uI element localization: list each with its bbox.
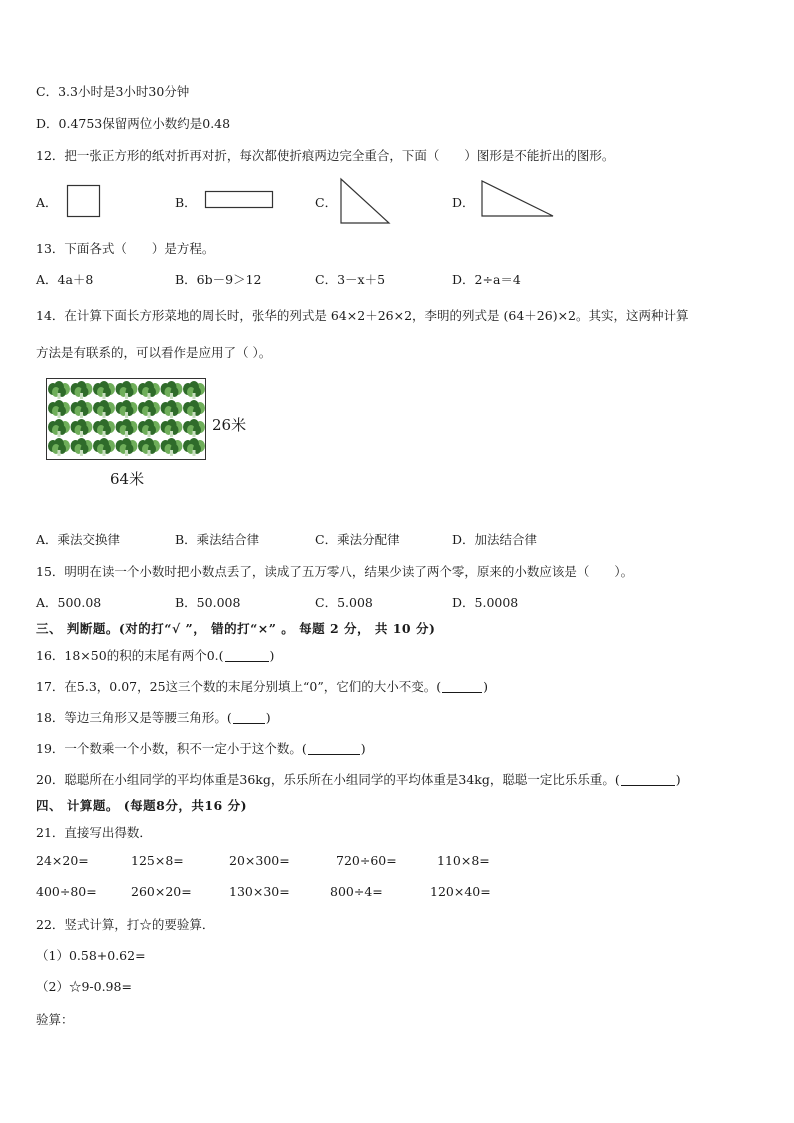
q14-stem-line1: 14．在计算下面长方形菜地的周长时，张华的列式是 64×2＋26×2，李明的列式是 (64＋26)×2。其实，这两种计算	[36, 308, 689, 323]
q11-option-c: C．3.3小时是3小时30分钟	[36, 84, 190, 99]
q15-option-a: A．500.08	[36, 595, 102, 610]
q14-option-a: A．乘法交换律	[36, 532, 121, 547]
q21-calc-item: 125×8=	[131, 853, 184, 868]
q21-calc-item: 24×20=	[36, 853, 89, 868]
section-4-heading: 四、 计算题。 (每题8分，共16 分)	[36, 798, 247, 813]
q17-line	[36, 677, 488, 695]
q16-text: 16．18×50的积的末尾有两个0.(	[36, 648, 224, 663]
q19-close: )	[360, 741, 366, 756]
q13-stem: 13．下面各式（ ）是方程。	[36, 241, 215, 256]
cabbage-icon	[138, 438, 160, 456]
q21-calc-item: 400÷80=	[36, 884, 97, 899]
q15-option-d: D．5.0008	[452, 595, 519, 610]
q12-option-b-label: B．	[175, 195, 197, 210]
vegetable-field-rectangle	[46, 378, 206, 460]
q21-calc-item: 20×300=	[229, 853, 290, 868]
q21-calc-item: 800÷4=	[330, 884, 383, 899]
cabbage-icon	[93, 438, 115, 456]
q18-answer-blank[interactable]	[233, 711, 265, 724]
q14-option-c: C．乘法分配律	[315, 532, 400, 547]
q15-option-c: C．5.008	[315, 595, 373, 610]
cabbage-icon	[71, 400, 93, 418]
q17-close: )	[483, 679, 489, 694]
q13-option-c: C．3－x＋5	[315, 272, 386, 287]
q20-answer-blank[interactable]	[621, 773, 675, 786]
q20-line	[36, 770, 681, 788]
q18-close: )	[265, 710, 271, 725]
cabbage-icon	[116, 400, 138, 418]
q12-option-d-label: D．	[452, 195, 475, 210]
q12-option-a-label: A．	[36, 195, 58, 210]
q22-stem: 22．竖式计算，打☆的要验算．	[36, 917, 215, 932]
cabbage-icon	[161, 438, 183, 456]
q21-calc-item: 110×8=	[437, 853, 490, 868]
q16-answer-blank[interactable]	[225, 649, 269, 662]
q17-text: 17．在5.3，0.07，25这三个数的末尾分别填上“0”，它们的大小不变。(	[36, 679, 442, 694]
q12-stem: 12．把一张正方形的纸对折再对折，每次都使折痕两边完全重合，下面（ ）图形是不能折出的图形。	[36, 148, 615, 163]
section-3-heading: 三、 判断题。(对的打“√ ”， 错的打“×” 。 每题 2 分， 共 10 分)	[36, 621, 436, 636]
cabbage-icon	[138, 400, 160, 418]
cabbage-icon	[138, 381, 160, 399]
q18-text: 18．等边三角形又是等腰三角形。(	[36, 710, 232, 725]
cabbage-icon	[48, 400, 70, 418]
q21-calc-item: 130×30=	[229, 884, 290, 899]
right-triangle-shape	[478, 178, 558, 220]
q12-option-c-label: C．	[315, 195, 338, 210]
field-width-label: 64米	[110, 470, 145, 488]
cabbage-icon	[116, 381, 138, 399]
cabbage-icon	[183, 419, 205, 437]
cabbage-icon	[48, 381, 70, 399]
q21-calc-item: 120×40=	[430, 884, 491, 899]
q14-stem-line2: 方法是有联系的，可以看作是应用了（ ）。	[36, 345, 272, 360]
q19-line	[36, 739, 366, 757]
cabbage-icon	[48, 419, 70, 437]
q13-option-b: B．6b－9＞12	[175, 272, 262, 287]
q15-option-b: B．50.008	[175, 595, 241, 610]
q22-item-1: （1）0.58+0.62=	[36, 948, 146, 963]
q20-text: 20．聪聪所在小组同学的平均体重是36kg，乐乐所在小组同学的平均体重是34kg，聪聪一定比乐乐重。(	[36, 772, 620, 787]
cabbage-icon	[161, 381, 183, 399]
square-shape	[66, 184, 102, 220]
q19-text: 19．一个数乘一个小数，积不一定小于这个数。(	[36, 741, 307, 756]
q15-stem: 15．明明在读一个小数时把小数点丢了，读成了五万零八，结果少读了两个零，原来的小数应该是（ ）。	[36, 564, 634, 579]
rectangle-shape	[204, 190, 276, 212]
cabbage-icon	[183, 381, 205, 399]
q21-stem: 21．直接写出得数．	[36, 825, 152, 840]
cabbage-icon	[183, 438, 205, 456]
cabbage-icon	[161, 400, 183, 418]
q19-answer-blank[interactable]	[308, 742, 360, 755]
q14-option-b: B．乘法结合律	[175, 532, 260, 547]
cabbage-icon	[161, 419, 183, 437]
q13-option-a: A．4a＋8	[36, 272, 94, 287]
q20-close: )	[675, 772, 681, 787]
cabbage-icon	[71, 438, 93, 456]
q16-line	[36, 646, 274, 664]
q17-answer-blank[interactable]	[442, 680, 482, 693]
cabbage-icon	[93, 419, 115, 437]
q11-option-d: D．0.4753保留两位小数约是0.48	[36, 116, 231, 131]
q21-calc-item: 720÷60=	[336, 853, 397, 868]
field-height-label: 26米	[212, 416, 247, 434]
cabbage-icon	[93, 381, 115, 399]
right-isosceles-triangle-shape	[338, 176, 394, 226]
q14-option-d: D．加法结合律	[452, 532, 538, 547]
cabbage-icon	[183, 400, 205, 418]
cabbage-icon	[71, 381, 93, 399]
cabbage-grid-image	[47, 379, 205, 459]
cabbage-icon	[48, 438, 70, 456]
cabbage-icon	[71, 419, 93, 437]
cabbage-icon	[138, 419, 160, 437]
q13-option-d: D．2÷a＝4	[452, 272, 521, 287]
cabbage-icon	[93, 400, 115, 418]
q22-check-label: 验算：	[36, 1012, 74, 1027]
cabbage-icon	[116, 419, 138, 437]
q22-item-2: （2）☆9-0.98=	[36, 979, 132, 994]
cabbage-icon	[116, 438, 138, 456]
q16-close: )	[269, 648, 275, 663]
q21-calc-item: 260×20=	[131, 884, 192, 899]
q18-line	[36, 708, 271, 726]
